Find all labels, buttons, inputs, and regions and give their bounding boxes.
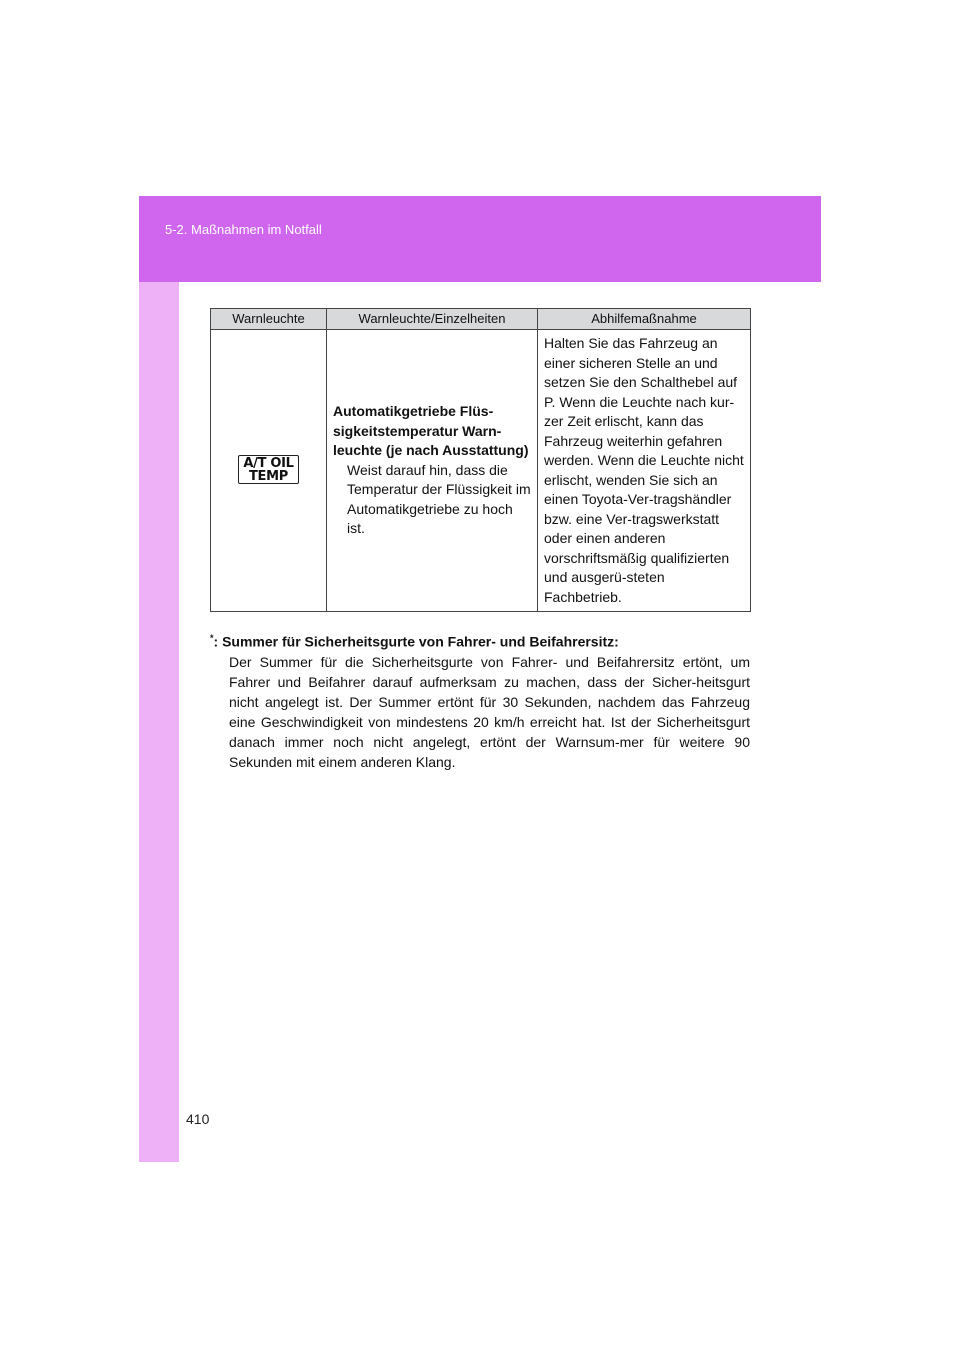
warning-light-table (210, 308, 751, 612)
header-abhilfe: Abhilfemaßnahme (538, 309, 751, 330)
footnote-title-text: : Summer für Sicherheitsgurte von Fahrer- und Beifahrersitz: (213, 633, 619, 650)
side-band (139, 282, 179, 1162)
remedy-cell: Halten Sie das Fahrzeug an einer sicheren Stelle an und setzen Sie den Schalthebel auf P. Wenn die Leuchte nach kur-zer Zeit erlischt, kann das Fahrzeug weiterhin gefahren werden. Wenn die Leuchte nicht erlischt, wenden Sie sich an einen Toyota-Ver-tragshändler bzw. eine Ver-tragswerkstatt oder einen anderen vorschriftsmäßig qualifizierten und ausgerü-steten Fachbetrieb. (538, 330, 751, 612)
footnote-title (210, 628, 750, 652)
table-header-row (211, 309, 751, 330)
table-row (211, 330, 751, 612)
footnote-marker: * (210, 633, 214, 643)
footnote-body: Der Summer für die Sicherheitsgurte von Fahrer- und Beifahrersitz ertönt, um Fahrer und Beifahrer darauf aufmerksam zu machen, dass der Sicher-heitsgurt nicht angelegt ist. Der Summer ertönt für 30 Sekunden, nachdem das Fahrzeug eine Geschwindigkeit von mindestens 20 km/h erreicht hat. Ist der Sicherheitsgurt danach immer noch nicht angelegt, ertönt der Warnsum-mer für weitere 90 Sekunden mit einem anderen Klang. (229, 653, 750, 770)
header-warnleuchte: Warnleuchte (211, 309, 327, 330)
icon-line-1: A/T OIL (243, 456, 294, 472)
warning-icon-cell (211, 330, 327, 612)
warning-detail-title: Automatikgetriebe Flüs-sigkeitstemperatur Warn-leuchte (je nach Ausstattung) (333, 403, 529, 459)
page-number: 410 (186, 1111, 210, 1127)
warning-detail-description: Weist darauf hin, dass die Temperatur der Flüssigkeit im Automatikgetriebe zu hoch ist. (347, 461, 531, 537)
footnote (210, 628, 750, 772)
header-details: Warnleuchte/Einzelheiten (327, 309, 538, 330)
section-title: 5-2. Maßnahmen im Notfall (165, 222, 322, 237)
icon-line-2: TEMP (248, 469, 288, 485)
warning-detail-cell (327, 330, 538, 612)
at-oil-temp-icon (238, 455, 298, 484)
section-header-band (139, 196, 821, 282)
